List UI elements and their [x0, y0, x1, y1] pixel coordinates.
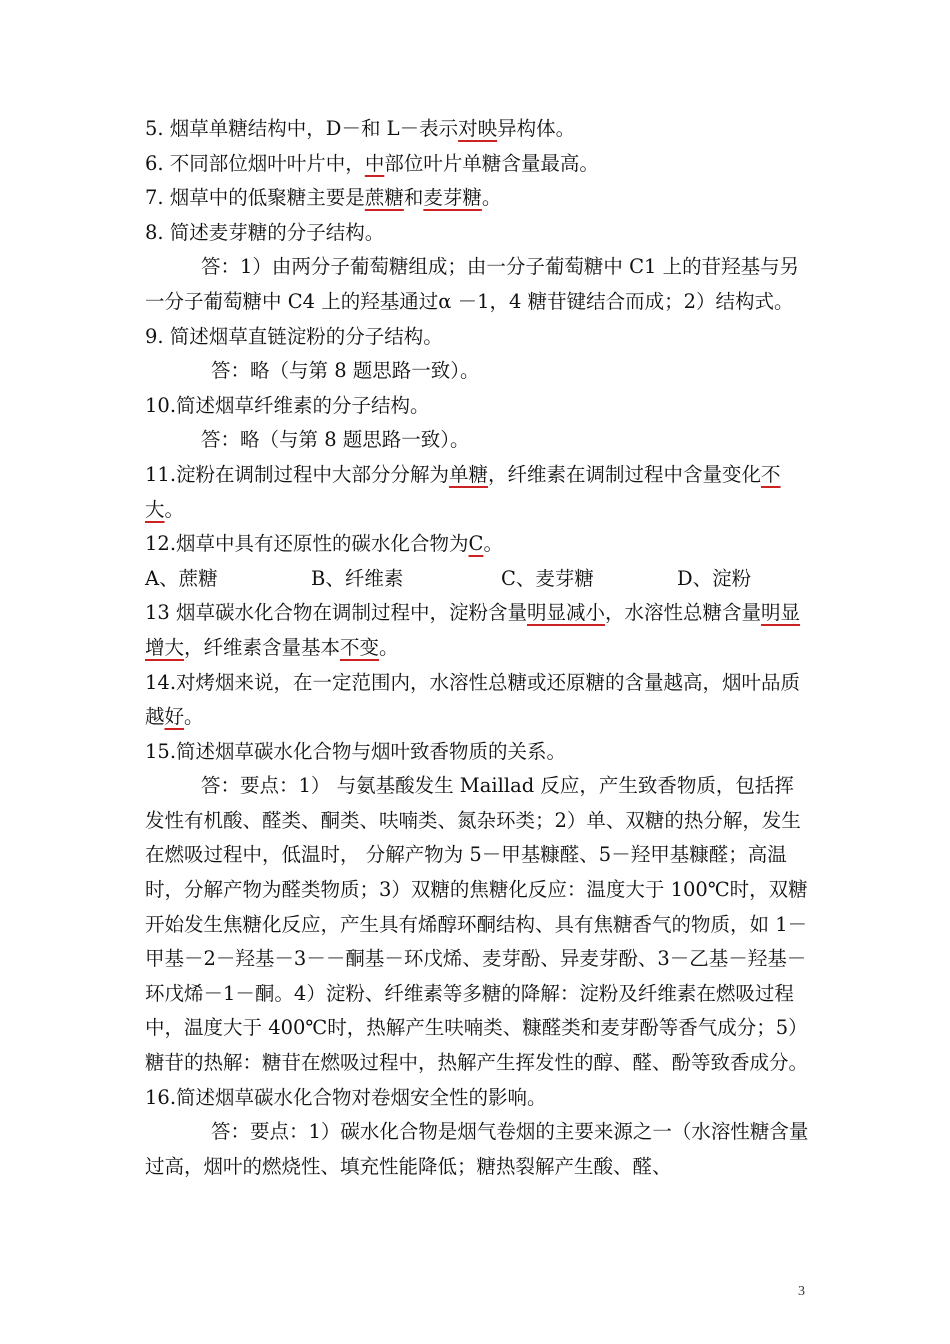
answer-blank: 好: [164, 705, 185, 729]
answer-blank: 明显增大: [145, 601, 801, 659]
question-11: 11.淀粉在调制过程中大部分分解为单糖，纤维素在调制过程中含量变化不大。: [145, 462, 781, 521]
question-6: 6. 不同部位烟叶叶片中，中部位叶片单糖含量最高。: [145, 151, 599, 175]
question-10: 10.简述烟草纤维素的分子结构。: [145, 393, 430, 417]
answer-9: 答：略（与第 8 题思路一致）。: [211, 359, 480, 383]
question-5: 5. 烟草单糖结构中，D－和 L－表示对映异构体。: [145, 117, 576, 140]
answer-blank: 对映: [458, 117, 498, 140]
question-14: 14.对烤烟来说，在一定范围内，水溶性总糖或还原糖的含量越高，烟叶品质越好。: [145, 670, 801, 729]
answer-blank: 单糖: [449, 462, 489, 486]
answer-10: 答：略（与第 8 题思路一致）。: [201, 428, 470, 452]
answer-blank: 明显减小: [527, 601, 606, 625]
answer-blank: C: [468, 532, 484, 556]
option-a: A、蔗糖: [145, 566, 218, 590]
answer-blank: 不变: [340, 635, 380, 659]
option-b: B、纤维素: [311, 566, 404, 590]
answer-blank: 麦芽糖: [423, 186, 482, 210]
question-15: 15.简述烟草碳水化合物与烟叶致香物质的关系。: [145, 739, 567, 763]
question-12: 12.烟草中具有还原性的碳水化合物为C。: [145, 532, 503, 556]
question-16: 16.简述烟草碳水化合物对卷烟安全性的影响。: [145, 1085, 547, 1109]
answer-blank: 不大: [145, 462, 781, 521]
question-9: 9. 简述烟草直链淀粉的分子结构。: [145, 324, 443, 348]
page-number: 3: [798, 1284, 805, 1299]
question-8: 8. 简述麦芽糖的分子结构。: [145, 220, 385, 244]
answer-blank: 中: [364, 151, 385, 175]
question-7: 7. 烟草中的低聚糖主要是蔗糖和麦芽糖。: [145, 186, 502, 210]
answer-16: 答：要点：1）碳水化合物是烟气卷烟的主要来源之一（水溶性糖含量过高，烟叶的燃烧性、填充性能降低；糖热裂解产生酸、醛、: [145, 1120, 809, 1178]
answer-15: 答：要点：1） 与氨基酸发生 Maillad 反应，产生致香物质，包括挥发性有机酸、醛类、酮类、呋喃类、氮杂环类；2）单、双糖的热分解，发生在燃吸过程中，低温时， 分解产物为 5－甲基糠醛、5－羟甲基糠醛；高温时，分解产物为醛类物质；3）双糖的焦糖化反应：温度大于 100℃时，双糖开始发生焦糖化反应，产生具有烯醇环酮结构、具有焦糖香气的物质，如 1－甲基－2－羟基－3－－酮基－环戊烯、麦芽酚、异麦芽酚、3－乙基－羟基－环戊烯－1－酮。4）淀粉、纤维素等多糖的降解：淀粉及纤维素在燃吸过程中，温度大于 400℃时，热解产生呋喃类、糠醛类和麦芽酚等香气成分；5）糖苷的热解：糖苷在燃吸过程中，热解产生挥发性的醇、醛、酚等致香成分。: [145, 774, 809, 1075]
question-13: 13 烟草碳水化合物在调制过程中，淀粉含量明显减小，水溶性总糖含量明显增大，纤维素含量基本不变。: [145, 601, 801, 659]
answer-blank: 蔗糖: [364, 186, 404, 210]
option-c: C、麦芽糖: [501, 566, 594, 590]
question-12-options: [145, 562, 810, 597]
answer-8: 答：1）由两分子葡萄糖组成；由一分子葡萄糖中 C1 上的苷羟基与另一分子葡萄糖中 C4 上的羟基通过α －1，4 糖苷键结合而成；2）结构式。: [145, 255, 800, 313]
option-d: D、淀粉: [677, 566, 752, 590]
document-body: [145, 112, 810, 1184]
